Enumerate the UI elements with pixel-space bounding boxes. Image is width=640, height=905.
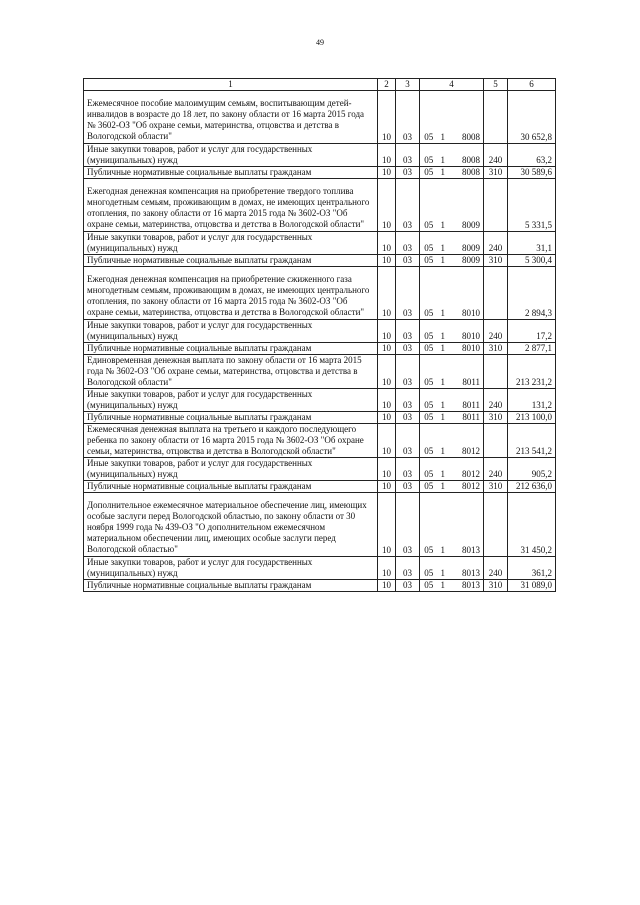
direction-code: 8009: [448, 179, 484, 232]
amount: 31 089,0: [508, 580, 556, 592]
direction-code: 8013: [448, 580, 484, 592]
table-row: [84, 144, 556, 167]
section-code: 10: [378, 267, 396, 320]
amount: 213 100,0: [508, 412, 556, 424]
subsection-code: 03: [396, 493, 420, 557]
row-description: Публичные нормативные социальные выплаты гражданам: [84, 481, 378, 493]
row-description: Иные закупки товаров, работ и услуг для государственных (муниципальных) нужд: [84, 144, 378, 167]
amount: 131,2: [508, 389, 556, 412]
subprogram-code: 1: [438, 343, 448, 355]
table-row: [84, 481, 556, 493]
row-description: Публичные нормативные социальные выплаты гражданам: [84, 580, 378, 592]
section-code: 10: [378, 412, 396, 424]
table-row: [84, 91, 556, 144]
table-row: [84, 424, 556, 458]
program-code: 05: [420, 389, 438, 412]
subprogram-code: 1: [438, 255, 448, 267]
amount: 905,2: [508, 458, 556, 481]
expense-type-code: 240: [484, 320, 508, 343]
section-code: 10: [378, 557, 396, 580]
program-code: 05: [420, 412, 438, 424]
header-cell: 5: [484, 79, 508, 91]
amount: 213 541,2: [508, 424, 556, 458]
table-row: [84, 320, 556, 343]
program-code: 05: [420, 255, 438, 267]
subprogram-code: 1: [438, 320, 448, 343]
amount: 30 589,6: [508, 167, 556, 179]
table-row: [84, 580, 556, 592]
subsection-code: 03: [396, 144, 420, 167]
table-row: [84, 343, 556, 355]
expense-type-code: [484, 179, 508, 232]
expense-type-code: 240: [484, 144, 508, 167]
table-header-row: [84, 79, 556, 91]
subsection-code: 03: [396, 179, 420, 232]
table-row: [84, 458, 556, 481]
expense-type-code: [484, 355, 508, 389]
amount: 31 450,2: [508, 493, 556, 557]
expense-type-code: 310: [484, 412, 508, 424]
direction-code: 8009: [448, 232, 484, 255]
subsection-code: 03: [396, 458, 420, 481]
program-code: 05: [420, 144, 438, 167]
table-row: [84, 232, 556, 255]
table-row: [84, 355, 556, 389]
amount: 5 331,5: [508, 179, 556, 232]
table-row: [84, 389, 556, 412]
direction-code: 8008: [448, 144, 484, 167]
section-code: 10: [378, 179, 396, 232]
amount: 63,2: [508, 144, 556, 167]
subprogram-code: 1: [438, 179, 448, 232]
section-code: 10: [378, 458, 396, 481]
direction-code: 8010: [448, 267, 484, 320]
direction-code: 8011: [448, 389, 484, 412]
table-row: [84, 179, 556, 232]
amount: 361,2: [508, 557, 556, 580]
section-code: 10: [378, 389, 396, 412]
expense-type-code: [484, 493, 508, 557]
subprogram-code: 1: [438, 267, 448, 320]
expense-type-code: 240: [484, 389, 508, 412]
expense-type-code: 310: [484, 481, 508, 493]
section-code: 10: [378, 167, 396, 179]
row-description: Публичные нормативные социальные выплаты гражданам: [84, 167, 378, 179]
amount: 30 652,8: [508, 91, 556, 144]
program-code: 05: [420, 493, 438, 557]
expense-type-code: 240: [484, 232, 508, 255]
direction-code: 8010: [448, 343, 484, 355]
expense-type-code: 240: [484, 458, 508, 481]
subsection-code: 03: [396, 343, 420, 355]
table-row: [84, 493, 556, 557]
subprogram-code: 1: [438, 412, 448, 424]
subsection-code: 03: [396, 255, 420, 267]
subprogram-code: 1: [438, 144, 448, 167]
section-code: 10: [378, 355, 396, 389]
subprogram-code: 1: [438, 458, 448, 481]
direction-code: 8010: [448, 320, 484, 343]
expense-type-code: 240: [484, 557, 508, 580]
subsection-code: 03: [396, 355, 420, 389]
header-cell: 1: [84, 79, 378, 91]
header-cell: 6: [508, 79, 556, 91]
amount: 2 894,3: [508, 267, 556, 320]
expense-type-code: [484, 424, 508, 458]
row-description: Иные закупки товаров, работ и услуг для государственных (муниципальных) нужд: [84, 232, 378, 255]
direction-code: 8013: [448, 493, 484, 557]
subprogram-code: 1: [438, 481, 448, 493]
row-description: Иные закупки товаров, работ и услуг для государственных (муниципальных) нужд: [84, 320, 378, 343]
program-code: 05: [420, 458, 438, 481]
subsection-code: 03: [396, 232, 420, 255]
program-code: 05: [420, 481, 438, 493]
subprogram-code: 1: [438, 355, 448, 389]
header-cell: 2: [378, 79, 396, 91]
table-row: [84, 267, 556, 320]
section-code: 10: [378, 580, 396, 592]
section-code: 10: [378, 343, 396, 355]
subsection-code: 03: [396, 424, 420, 458]
row-description: Публичные нормативные социальные выплаты гражданам: [84, 343, 378, 355]
row-description: Ежемесячное пособие малоимущим семьям, воспитывающим детей-инвалидов в возрасте до 18 лет, по закону области от 16 марта 2015 года № 3602-ОЗ "Об охране семьи, материнства, отцовства и детства в Вологодской области": [84, 91, 378, 144]
section-code: 10: [378, 424, 396, 458]
program-code: 05: [420, 557, 438, 580]
section-code: 10: [378, 232, 396, 255]
amount: 31,1: [508, 232, 556, 255]
subsection-code: 03: [396, 389, 420, 412]
table-row: [84, 167, 556, 179]
subprogram-code: 1: [438, 389, 448, 412]
program-code: 05: [420, 179, 438, 232]
amount: 213 231,2: [508, 355, 556, 389]
program-code: 05: [420, 91, 438, 144]
expense-type-code: 310: [484, 167, 508, 179]
section-code: 10: [378, 255, 396, 267]
table-row: [84, 557, 556, 580]
subprogram-code: 1: [438, 557, 448, 580]
page-number: 49: [316, 38, 324, 47]
row-description: Иные закупки товаров, работ и услуг для государственных (муниципальных) нужд: [84, 389, 378, 412]
amount: 2 877,1: [508, 343, 556, 355]
row-description: Дополнительное ежемесячное материальное обеспечение лиц, имеющих особые заслуги перед Вологодской областью, по закону области от 30 ноября 1999 года № 439-ОЗ "О дополнительном ежемесячном материальном обеспечении лиц, имеющих особые заслуги перед Вологодской областью": [84, 493, 378, 557]
direction-code: 8012: [448, 424, 484, 458]
subsection-code: 03: [396, 580, 420, 592]
subsection-code: 03: [396, 412, 420, 424]
subprogram-code: 1: [438, 91, 448, 144]
program-code: 05: [420, 580, 438, 592]
direction-code: 8008: [448, 91, 484, 144]
expense-type-code: 310: [484, 343, 508, 355]
subsection-code: 03: [396, 267, 420, 320]
row-description: Публичные нормативные социальные выплаты гражданам: [84, 255, 378, 267]
program-code: 05: [420, 232, 438, 255]
section-code: 10: [378, 481, 396, 493]
direction-code: 8012: [448, 481, 484, 493]
program-code: 05: [420, 267, 438, 320]
subsection-code: 03: [396, 481, 420, 493]
subsection-code: 03: [396, 167, 420, 179]
section-code: 10: [378, 320, 396, 343]
header-cell: 4: [420, 79, 484, 91]
row-description: Ежегодная денежная компенсация на приобретение твердого топлива многодетным семьям, проживающим в домах, не имеющих центрального отопления, по закону области от 16 марта 2015 года № 3602-ОЗ "Об охране семьи, материнства, отцовства и детства в Вологодской области": [84, 179, 378, 232]
row-description: Иные закупки товаров, работ и услуг для государственных (муниципальных) нужд: [84, 458, 378, 481]
row-description: Единовременная денежная выплата по закону области от 16 марта 2015 года № 3602-ОЗ "Об охране семьи, материнства, отцовства и детства в Вологодской области": [84, 355, 378, 389]
row-description: Иные закупки товаров, работ и услуг для государственных (муниципальных) нужд: [84, 557, 378, 580]
program-code: 05: [420, 320, 438, 343]
expense-type-code: 310: [484, 580, 508, 592]
header-cell: 3: [396, 79, 420, 91]
subsection-code: 03: [396, 320, 420, 343]
table-row: [84, 412, 556, 424]
direction-code: 8013: [448, 557, 484, 580]
section-code: 10: [378, 493, 396, 557]
direction-code: 8009: [448, 255, 484, 267]
subsection-code: 03: [396, 91, 420, 144]
program-code: 05: [420, 343, 438, 355]
direction-code: 8012: [448, 458, 484, 481]
subprogram-code: 1: [438, 493, 448, 557]
table-row: [84, 255, 556, 267]
expense-type-code: 310: [484, 255, 508, 267]
expense-type-code: [484, 91, 508, 144]
amount: 17,2: [508, 320, 556, 343]
direction-code: 8011: [448, 412, 484, 424]
row-description: Публичные нормативные социальные выплаты гражданам: [84, 412, 378, 424]
row-description: Ежегодная денежная компенсация на приобретение сжиженного газа многодетным семьям, проживающим в домах, не имеющих центрального отопления, по закону области от 16 марта 2015 года № 3602-ОЗ "Об охране семьи, материнства, отцовства и детства в Вологодской области": [84, 267, 378, 320]
subsection-code: 03: [396, 557, 420, 580]
program-code: 05: [420, 424, 438, 458]
program-code: 05: [420, 167, 438, 179]
row-description: Ежемесячная денежная выплата на третьего и каждого последующего ребенка по закону области от 16 марта 2015 года № 3602-ОЗ "Об охране семьи, материнства, отцовства и детства в Вологодской области": [84, 424, 378, 458]
amount: 212 636,0: [508, 481, 556, 493]
budget-table: [83, 78, 556, 592]
subprogram-code: 1: [438, 232, 448, 255]
subprogram-code: 1: [438, 424, 448, 458]
expense-type-code: [484, 267, 508, 320]
program-code: 05: [420, 355, 438, 389]
direction-code: 8011: [448, 355, 484, 389]
amount: 5 300,4: [508, 255, 556, 267]
direction-code: 8008: [448, 167, 484, 179]
subprogram-code: 1: [438, 580, 448, 592]
section-code: 10: [378, 91, 396, 144]
subprogram-code: 1: [438, 167, 448, 179]
section-code: 10: [378, 144, 396, 167]
